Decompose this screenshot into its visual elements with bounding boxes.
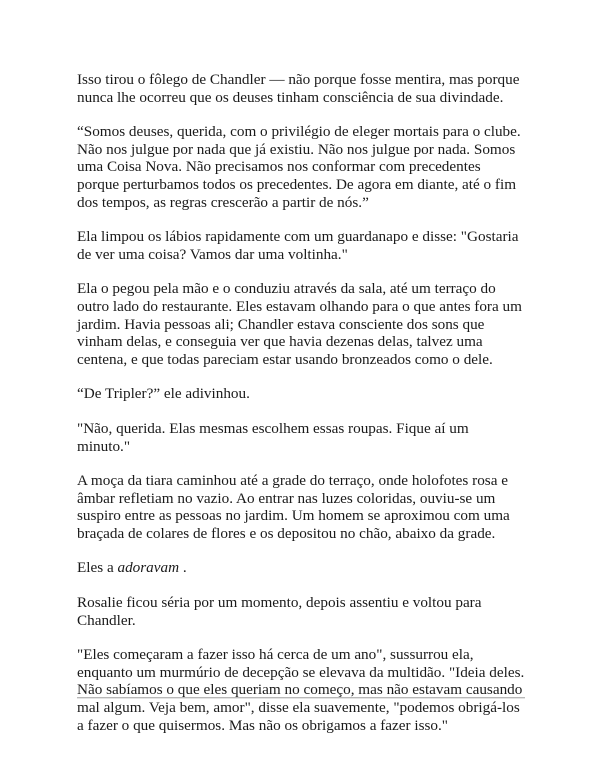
paragraph-9: Rosalie ficou séria por um momento, depois assentiu e voltou para Chandler. [77, 594, 482, 629]
emphasis-word: adoravam [117, 559, 180, 577]
paragraph-8 [77, 559, 525, 577]
emphasis-lead: Eles a [77, 559, 118, 577]
section-divider [77, 697, 525, 699]
paragraph-4: Ela o pegou pela mão e o conduziu através da sala, até um terraço do outro lado do restaurante. Eles estavam olhando para o que antes fora um jardim. Havia pessoas ali; Chandler estava consciente dos sons que vinham delas, e conseguia ver que havia dezenas delas, talvez uma centena, e que todas pareciam estar usando bronzeados como o dele. [77, 280, 522, 368]
paragraph-2: “Somos deuses, querida, com o privilégio de eleger mortais para o clube. Não nos julgue por nada que já existiu. Não nos julgue por nada. Somos uma Coisa Nova. Não precisamos nos conformar com precedentes porque perturbamos todos os precedentes. De agora em diante, até o fim dos tempos, as regras crescerão a partir de nós.” [77, 123, 521, 211]
paragraph-6: "Não, querida. Elas mesmas escolhem essas roupas. Fique aí um minuto." [77, 419, 469, 455]
emphasis-tail: . [179, 559, 187, 577]
paragraph-10: "Eles começaram a fazer isso há cerca de um ano", sussurrou ela, enquanto um murmúrio de decepção se elevava da multidão. "Ideia deles. Não sabíamos o que eles queriam no começo, mas não estavam causando mal algum. Veja bem, amor", disse ela suavemente, "podemos obrigá-los a fazer o que quisermos. Mas não os obrigamos a fazer isso." [77, 646, 525, 734]
document-body [77, 71, 525, 751]
paragraph-1: Isso tirou o fôlego de Chandler — não porque fosse mentira, mas porque nunca lhe ocorreu que os deuses tinham consciência de sua divindade. [77, 71, 520, 106]
paragraph-7: A moça da tiara caminhou até a grade do terraço, onde holofotes rosa e âmbar refletiam no vazio. Ao entrar nas luzes coloridas, ouviu-se um suspiro entre as pessoas no jardim. Um homem se aproximou com uma braçada de colares de flores e os depositou no chão, abaixo da grade. [77, 472, 510, 542]
paragraph-5: “De Tripler?” ele adivinhou. [77, 385, 250, 403]
paragraph-3: Ela limpou os lábios rapidamente com um guardanapo e disse: "Gostaria de ver uma coisa? Vamos dar uma voltinha." [77, 228, 519, 263]
